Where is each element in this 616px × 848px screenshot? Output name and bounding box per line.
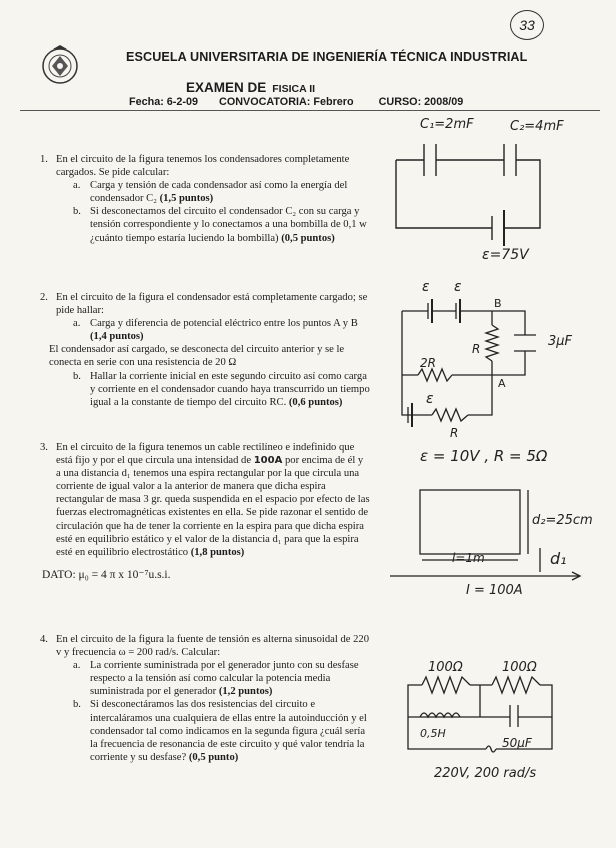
question-item: b. Si desconectamos del circuito el condensador C₂ con su carga y tensión correspondiente y lo conectamos a una bombilla de 0,1 w ¿cuánto tiempo estaría luciendo la bombilla) (0,5 puntos) [73,206,367,244]
fig1-c2-label: C₂=4mF [510,119,564,134]
fig3-l-label: l=1m [452,551,485,565]
exam-date: Fecha: 6-2-09 [129,96,199,108]
figure-1-circuit [380,112,580,262]
fig4-r1-label: 100Ω [428,660,463,675]
question-item: b. Si desconectáramos las dos resistencias del circuito e intercaláramos una cualquiera de ellas entre la autoinducción y el condensador tal como indicamos en la segunda figura ¿cuál sería la frecuencia de resonancia de este circuito y qué valor tendría la corriente y su desfase? (0,5 punto) [73,699,367,763]
fig3-loop [420,490,520,554]
exam-title [186,80,315,95]
fig4-c-label: 50μF [502,736,532,750]
exam-label: EXAMEN DE [186,80,267,95]
dato: DATO: μ₀ = 4 π x 10⁻⁷u.s.i. [42,568,171,581]
fig2-r-label: R [472,342,481,356]
fig4-source-label: 220V, 200 rad/s [434,766,537,781]
figure-4-ac-circuit [400,655,590,785]
question-intro: En el circuito de la figura el condensador está completamente cargado; se pide hallar: [56,292,368,317]
fig4-l-label: 0,5H [420,727,446,740]
fig4-resistor-2 [492,677,540,693]
question-1 [40,153,370,245]
question-intro: En el circuito de la figura la fuente de tensión es alterna sinusoidal de 220 v y frecuencia ω = 200 rad/s. Calcular: [56,634,369,659]
question-item: b. Hallar la corriente inicial en este segundo circuito así como carga y corriente en el condensador cuando haya transcurrido un tiempo igual a la constante de tiempo del circuito RC. (0,6 puntos) [73,370,370,408]
fig2-e1-label: ε [422,279,430,295]
exam-subject: FISICA II [272,83,316,95]
question-number: 3. [40,442,48,453]
fig3-d2-label: d₂=25cm [532,513,593,528]
exam-convocatoria: CONVOCATORIA: Febrero [219,96,354,108]
figure-2-circuit [380,275,605,465]
fig3-d1-label: d₁ [550,549,567,568]
exam-info-line [129,96,481,108]
fig2-e3-label: ε [426,391,434,407]
university-seal-icon [40,44,80,86]
fig2-b-label: B [494,297,502,310]
figure-3-wire-loop [380,480,605,600]
fig3-current-label: I = 100A [466,583,523,598]
handwritten-current: 100A [253,455,283,467]
exam-curso: CURSO: 2008/09 [378,96,464,108]
fig2-e2-label: ε [454,279,462,295]
question-intro: En el circuito de la figura tenemos los condensadores completamente cargados. Se pide calcular: [56,154,350,179]
question-number: 4. [40,634,48,645]
fig2-values: ε = 10V , R = 5Ω [420,447,548,465]
fig2-a-label: A [498,377,506,390]
fig4-r2-label: 100Ω [502,660,537,675]
fig4-resistor-1 [422,677,470,693]
question-3: 3. En el circuito de la figura tenemos un cable rectilíneo e indefinido que está fijo y por el que circula una intensidad de 100A por encima de él y a una distancia d₁ tenemos una espira rectangular por la que circula una corriente de igual valor a la anterior de manera que dicha espira rectangular de masa 3 gr. queda suspendida en el espacio por efecto de las fuerzas electromagnéticas existentes en ella. Se pide razonar el sentido de circulación que ha de tener la corriente en la espira para que dicha espira esté en equilibrio estático y el valor de la distancia d₁ para que la espira esté en equilibrio electrostático (1,8 puntos) DATO: μ₀ = 4 π x 10⁻⁷u.s.i. [40,442,370,581]
question-number: 2. [40,292,48,303]
question-item: a. La corriente suministrada por el generador junto con su desfase respecto a la tensión así como calcular la potencia media suministrada por el generador (1,2 puntos) [73,660,359,698]
question-number: 1. [40,154,48,165]
fig1-wire [396,160,540,228]
fig4-source-icon [486,746,496,752]
fig2-rb-label: R [450,426,459,440]
question-item: a. Carga y tensión de cada condensador así como la energía del condensador C₂ (1,5 puntos) [73,180,348,205]
question-item: a. Carga y diferencia de potencial eléctrico entre los puntos A y B (1,4 puntos) [73,318,358,343]
school-name: ESCUELA UNIVERSITARIA DE INGENIERÍA TÉCNICA INDUSTRIAL [126,50,528,64]
fig1-c1-label: C₁=2mF [420,117,474,132]
question-2 [40,291,370,409]
fig2-cap-label: 3μF [548,334,573,349]
fig2-resistor-r [486,325,498,361]
fig1-emf-label: ε=75V [482,247,529,262]
header-divider [20,110,600,111]
page-number: 33 [510,10,544,40]
question-middle-text: El condensador así cargado, se desconecta del circuito anterior y se le conecta en serie con una resistencia de 20 Ω [49,344,345,369]
fig2-resistor-r-bottom [432,409,468,421]
fig2-resistor-2r [418,369,452,381]
fig2-2r-label: 2R [420,356,436,370]
question-4 [40,633,370,764]
